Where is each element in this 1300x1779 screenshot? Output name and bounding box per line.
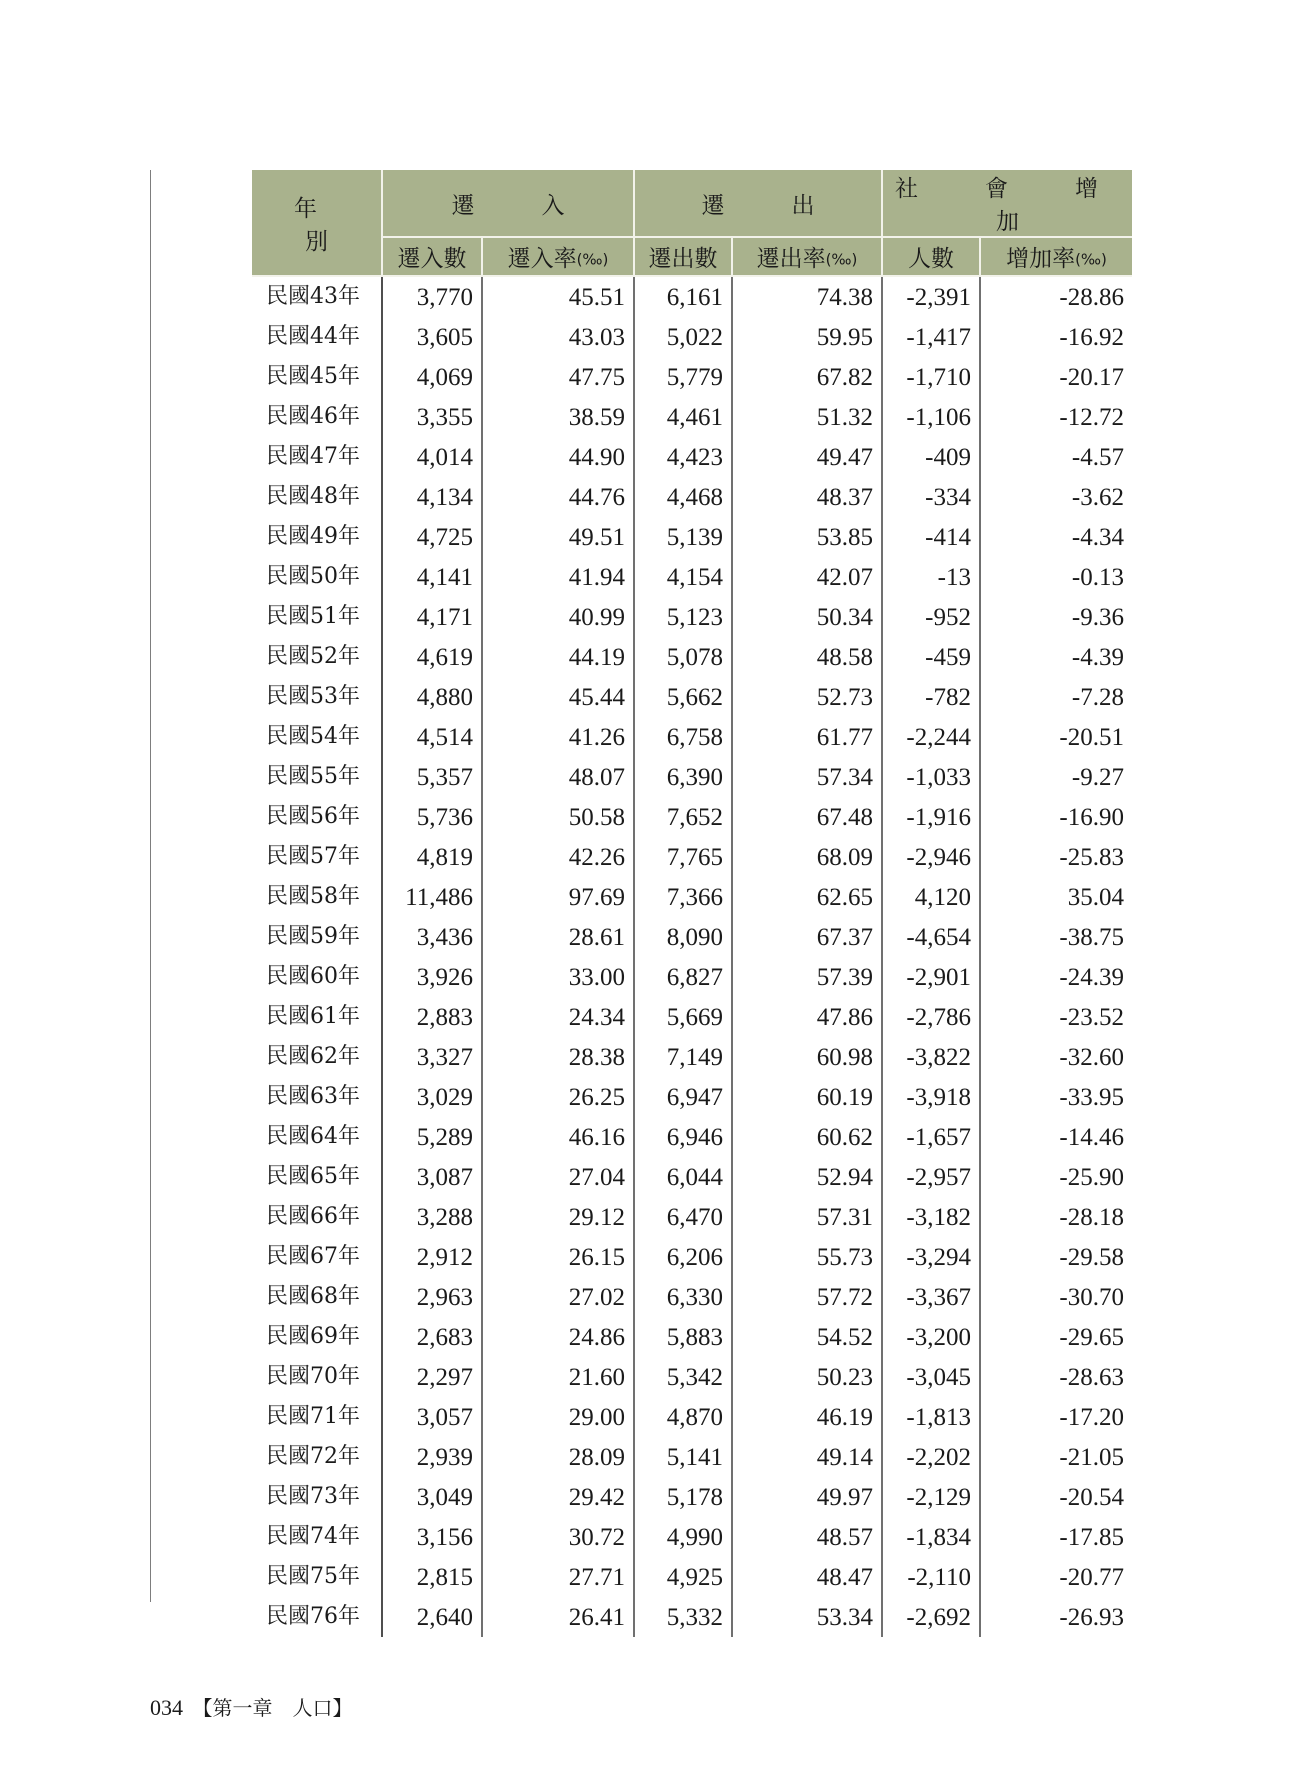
out-count-cell: 6,827 bbox=[634, 957, 732, 997]
year-cell: 民國47年 bbox=[252, 437, 382, 477]
people-cell: -414 bbox=[882, 517, 980, 557]
in-count-cell: 3,605 bbox=[382, 317, 482, 357]
increase-rate-cell: -9.36 bbox=[980, 597, 1132, 637]
people-cell: -3,367 bbox=[882, 1277, 980, 1317]
out-count-cell: 7,366 bbox=[634, 877, 732, 917]
table-row bbox=[252, 557, 1132, 597]
in-rate-cell: 30.72 bbox=[482, 1517, 634, 1557]
in-count-cell: 3,436 bbox=[382, 917, 482, 957]
in-count-cell: 4,014 bbox=[382, 437, 482, 477]
out-rate-cell: 52.94 bbox=[732, 1157, 882, 1197]
increase-rate-cell: -0.13 bbox=[980, 557, 1132, 597]
in-count-cell: 2,640 bbox=[382, 1597, 482, 1637]
people-cell: -2,957 bbox=[882, 1157, 980, 1197]
table-row bbox=[252, 1557, 1132, 1597]
in-count-cell: 4,880 bbox=[382, 677, 482, 717]
increase-rate-cell: -16.90 bbox=[980, 797, 1132, 837]
table-row bbox=[252, 357, 1132, 397]
people-cell: -13 bbox=[882, 557, 980, 597]
year-cell: 民國51年 bbox=[252, 597, 382, 637]
out-count-cell: 7,765 bbox=[634, 837, 732, 877]
people-cell: -4,654 bbox=[882, 917, 980, 957]
people-cell: -1,657 bbox=[882, 1117, 980, 1157]
table-row bbox=[252, 1597, 1132, 1637]
year-cell: 民國62年 bbox=[252, 1037, 382, 1077]
table-row bbox=[252, 677, 1132, 717]
in-rate-cell: 45.51 bbox=[482, 276, 634, 317]
people-cell: -952 bbox=[882, 597, 980, 637]
in-rate-cell: 44.19 bbox=[482, 637, 634, 677]
header-out-rate: 遷出率(‰) bbox=[732, 237, 882, 276]
in-rate-cell: 47.75 bbox=[482, 357, 634, 397]
table-row bbox=[252, 797, 1132, 837]
people-cell: -3,822 bbox=[882, 1037, 980, 1077]
out-rate-cell: 48.57 bbox=[732, 1517, 882, 1557]
people-cell: -3,200 bbox=[882, 1317, 980, 1357]
in-count-cell: 3,288 bbox=[382, 1197, 482, 1237]
increase-rate-cell: -20.51 bbox=[980, 717, 1132, 757]
out-count-cell: 4,990 bbox=[634, 1517, 732, 1557]
header-row-groups bbox=[252, 170, 1132, 237]
in-count-cell: 3,355 bbox=[382, 397, 482, 437]
table-row bbox=[252, 757, 1132, 797]
out-rate-cell: 52.73 bbox=[732, 677, 882, 717]
out-rate-cell: 68.09 bbox=[732, 837, 882, 877]
header-in-count: 遷入數 bbox=[382, 237, 482, 276]
people-cell: -1,033 bbox=[882, 757, 980, 797]
year-cell: 民國73年 bbox=[252, 1477, 382, 1517]
out-rate-cell: 42.07 bbox=[732, 557, 882, 597]
increase-rate-cell: -26.93 bbox=[980, 1597, 1132, 1637]
out-rate-cell: 53.85 bbox=[732, 517, 882, 557]
out-rate-cell: 49.97 bbox=[732, 1477, 882, 1517]
in-count-cell: 2,912 bbox=[382, 1237, 482, 1277]
table-row bbox=[252, 1317, 1132, 1357]
people-cell: -1,710 bbox=[882, 357, 980, 397]
year-cell: 民國56年 bbox=[252, 797, 382, 837]
people-cell: -1,106 bbox=[882, 397, 980, 437]
out-count-cell: 5,178 bbox=[634, 1477, 732, 1517]
year-cell: 民國45年 bbox=[252, 357, 382, 397]
in-count-cell: 3,156 bbox=[382, 1517, 482, 1557]
people-cell: -1,813 bbox=[882, 1397, 980, 1437]
out-count-cell: 6,206 bbox=[634, 1237, 732, 1277]
increase-rate-cell: -30.70 bbox=[980, 1277, 1132, 1317]
out-count-cell: 4,925 bbox=[634, 1557, 732, 1597]
year-cell: 民國75年 bbox=[252, 1557, 382, 1597]
table-row bbox=[252, 1157, 1132, 1197]
in-count-cell: 4,725 bbox=[382, 517, 482, 557]
in-rate-cell: 41.26 bbox=[482, 717, 634, 757]
in-rate-cell: 24.86 bbox=[482, 1317, 634, 1357]
in-count-cell: 4,069 bbox=[382, 357, 482, 397]
in-rate-cell: 28.38 bbox=[482, 1037, 634, 1077]
people-cell: -1,417 bbox=[882, 317, 980, 357]
year-cell: 民國60年 bbox=[252, 957, 382, 997]
year-cell: 民國44年 bbox=[252, 317, 382, 357]
header-increase-rate: 增加率(‰) bbox=[980, 237, 1132, 276]
people-cell: -3,294 bbox=[882, 1237, 980, 1277]
increase-rate-cell: -32.60 bbox=[980, 1037, 1132, 1077]
increase-rate-cell: -9.27 bbox=[980, 757, 1132, 797]
year-cell: 民國67年 bbox=[252, 1237, 382, 1277]
increase-rate-cell: -17.20 bbox=[980, 1397, 1132, 1437]
people-cell: -2,202 bbox=[882, 1437, 980, 1477]
in-count-cell: 5,357 bbox=[382, 757, 482, 797]
year-cell: 民國55年 bbox=[252, 757, 382, 797]
out-rate-cell: 48.58 bbox=[732, 637, 882, 677]
table-row bbox=[252, 1037, 1132, 1077]
out-count-cell: 5,662 bbox=[634, 677, 732, 717]
in-count-cell: 3,049 bbox=[382, 1477, 482, 1517]
in-rate-cell: 24.34 bbox=[482, 997, 634, 1037]
people-cell: -409 bbox=[882, 437, 980, 477]
in-count-cell: 5,289 bbox=[382, 1117, 482, 1157]
year-cell: 民國66年 bbox=[252, 1197, 382, 1237]
out-count-cell: 6,390 bbox=[634, 757, 732, 797]
in-rate-cell: 33.00 bbox=[482, 957, 634, 997]
people-cell: -3,918 bbox=[882, 1077, 980, 1117]
year-cell: 民國69年 bbox=[252, 1317, 382, 1357]
increase-rate-cell: -23.52 bbox=[980, 997, 1132, 1037]
out-count-cell: 4,468 bbox=[634, 477, 732, 517]
in-count-cell: 4,141 bbox=[382, 557, 482, 597]
out-count-cell: 4,461 bbox=[634, 397, 732, 437]
out-rate-cell: 67.82 bbox=[732, 357, 882, 397]
in-rate-cell: 29.00 bbox=[482, 1397, 634, 1437]
in-count-cell: 2,297 bbox=[382, 1357, 482, 1397]
in-rate-cell: 46.16 bbox=[482, 1117, 634, 1157]
in-rate-cell: 48.07 bbox=[482, 757, 634, 797]
in-rate-cell: 28.61 bbox=[482, 917, 634, 957]
people-cell: -2,901 bbox=[882, 957, 980, 997]
table-row bbox=[252, 1277, 1132, 1317]
out-rate-cell: 57.34 bbox=[732, 757, 882, 797]
year-cell: 民國76年 bbox=[252, 1597, 382, 1637]
table-row bbox=[252, 957, 1132, 997]
people-cell: -1,916 bbox=[882, 797, 980, 837]
table-row bbox=[252, 637, 1132, 677]
year-cell: 民國61年 bbox=[252, 997, 382, 1037]
table-row bbox=[252, 1117, 1132, 1157]
people-cell: -782 bbox=[882, 677, 980, 717]
year-cell: 民國50年 bbox=[252, 557, 382, 597]
in-count-cell: 4,134 bbox=[382, 477, 482, 517]
table-row bbox=[252, 517, 1132, 557]
table-row bbox=[252, 1477, 1132, 1517]
year-cell: 民國74年 bbox=[252, 1517, 382, 1557]
table-row bbox=[252, 1077, 1132, 1117]
migration-table bbox=[252, 170, 1165, 1637]
increase-rate-cell: -28.18 bbox=[980, 1197, 1132, 1237]
in-count-cell: 2,883 bbox=[382, 997, 482, 1037]
out-rate-cell: 67.37 bbox=[732, 917, 882, 957]
out-rate-cell: 49.47 bbox=[732, 437, 882, 477]
out-rate-cell: 49.14 bbox=[732, 1437, 882, 1477]
table-row bbox=[252, 1517, 1132, 1557]
table-row bbox=[252, 1357, 1132, 1397]
increase-rate-cell: 35.04 bbox=[980, 877, 1132, 917]
in-count-cell: 4,619 bbox=[382, 637, 482, 677]
out-count-cell: 7,149 bbox=[634, 1037, 732, 1077]
out-count-cell: 6,947 bbox=[634, 1077, 732, 1117]
year-cell: 民國48年 bbox=[252, 477, 382, 517]
in-rate-cell: 26.25 bbox=[482, 1077, 634, 1117]
out-rate-cell: 46.19 bbox=[732, 1397, 882, 1437]
header-out-count: 遷出數 bbox=[634, 237, 732, 276]
table-row bbox=[252, 317, 1132, 357]
out-count-cell: 5,669 bbox=[634, 997, 732, 1037]
in-count-cell: 4,819 bbox=[382, 837, 482, 877]
out-count-cell: 5,779 bbox=[634, 357, 732, 397]
table-row bbox=[252, 276, 1132, 317]
in-rate-cell: 43.03 bbox=[482, 317, 634, 357]
in-rate-cell: 44.76 bbox=[482, 477, 634, 517]
increase-rate-cell: -28.63 bbox=[980, 1357, 1132, 1397]
year-cell: 民國46年 bbox=[252, 397, 382, 437]
increase-rate-cell: -7.28 bbox=[980, 677, 1132, 717]
increase-rate-cell: -25.83 bbox=[980, 837, 1132, 877]
increase-rate-cell: -12.72 bbox=[980, 397, 1132, 437]
in-rate-cell: 50.58 bbox=[482, 797, 634, 837]
table-row bbox=[252, 877, 1132, 917]
out-rate-cell: 57.72 bbox=[732, 1277, 882, 1317]
in-rate-cell: 27.04 bbox=[482, 1157, 634, 1197]
in-count-cell: 5,736 bbox=[382, 797, 482, 837]
in-count-cell: 3,327 bbox=[382, 1037, 482, 1077]
out-rate-cell: 53.34 bbox=[732, 1597, 882, 1637]
chapter-title: 【第一章 人口】 bbox=[192, 1696, 353, 1720]
out-count-cell: 5,342 bbox=[634, 1357, 732, 1397]
increase-rate-cell: -25.90 bbox=[980, 1157, 1132, 1197]
people-cell: -3,182 bbox=[882, 1197, 980, 1237]
table-row bbox=[252, 1197, 1132, 1237]
in-rate-cell: 28.09 bbox=[482, 1437, 634, 1477]
out-count-cell: 7,652 bbox=[634, 797, 732, 837]
in-count-cell: 2,683 bbox=[382, 1317, 482, 1357]
out-count-cell: 5,332 bbox=[634, 1597, 732, 1637]
year-cell: 民國58年 bbox=[252, 877, 382, 917]
in-count-cell: 2,963 bbox=[382, 1277, 482, 1317]
table-row bbox=[252, 1397, 1132, 1437]
increase-rate-cell: -38.75 bbox=[980, 917, 1132, 957]
in-count-cell: 4,514 bbox=[382, 717, 482, 757]
increase-rate-cell: -17.85 bbox=[980, 1517, 1132, 1557]
year-cell: 民國72年 bbox=[252, 1437, 382, 1477]
people-cell: -2,391 bbox=[882, 276, 980, 317]
in-rate-cell: 42.26 bbox=[482, 837, 634, 877]
year-cell: 民國71年 bbox=[252, 1397, 382, 1437]
increase-rate-cell: -28.86 bbox=[980, 276, 1132, 317]
out-count-cell: 5,139 bbox=[634, 517, 732, 557]
out-rate-cell: 60.98 bbox=[732, 1037, 882, 1077]
out-count-cell: 8,090 bbox=[634, 917, 732, 957]
people-cell: -2,244 bbox=[882, 717, 980, 757]
out-count-cell: 4,423 bbox=[634, 437, 732, 477]
increase-rate-cell: -33.95 bbox=[980, 1077, 1132, 1117]
increase-rate-cell: -16.92 bbox=[980, 317, 1132, 357]
table-row bbox=[252, 917, 1132, 957]
out-rate-cell: 50.23 bbox=[732, 1357, 882, 1397]
in-rate-cell: 27.71 bbox=[482, 1557, 634, 1597]
table-row bbox=[252, 997, 1132, 1037]
year-cell: 民國64年 bbox=[252, 1117, 382, 1157]
in-rate-cell: 41.94 bbox=[482, 557, 634, 597]
year-cell: 民國65年 bbox=[252, 1157, 382, 1197]
increase-rate-cell: -29.58 bbox=[980, 1237, 1132, 1277]
increase-rate-cell: -3.62 bbox=[980, 477, 1132, 517]
page-footer bbox=[150, 1692, 353, 1721]
in-rate-cell: 26.15 bbox=[482, 1237, 634, 1277]
out-count-cell: 5,141 bbox=[634, 1437, 732, 1477]
table-row bbox=[252, 1437, 1132, 1477]
out-rate-cell: 74.38 bbox=[732, 276, 882, 317]
in-rate-cell: 97.69 bbox=[482, 877, 634, 917]
table-row bbox=[252, 837, 1132, 877]
increase-rate-cell: -4.34 bbox=[980, 517, 1132, 557]
people-cell: -459 bbox=[882, 637, 980, 677]
table-row bbox=[252, 477, 1132, 517]
out-count-cell: 6,946 bbox=[634, 1117, 732, 1157]
in-rate-cell: 45.44 bbox=[482, 677, 634, 717]
people-cell: -334 bbox=[882, 477, 980, 517]
in-count-cell: 2,815 bbox=[382, 1557, 482, 1597]
increase-rate-cell: -4.57 bbox=[980, 437, 1132, 477]
out-count-cell: 6,044 bbox=[634, 1157, 732, 1197]
header-row-columns bbox=[252, 237, 1132, 276]
out-rate-cell: 60.19 bbox=[732, 1077, 882, 1117]
people-cell: -3,045 bbox=[882, 1357, 980, 1397]
table-row bbox=[252, 437, 1132, 477]
in-count-cell: 3,770 bbox=[382, 276, 482, 317]
table-row bbox=[252, 1237, 1132, 1277]
year-cell: 民國52年 bbox=[252, 637, 382, 677]
out-rate-cell: 48.37 bbox=[732, 477, 882, 517]
margin-rule bbox=[150, 170, 151, 1602]
people-cell: -2,786 bbox=[882, 997, 980, 1037]
header-people: 人數 bbox=[882, 237, 980, 276]
out-count-cell: 4,870 bbox=[634, 1397, 732, 1437]
increase-rate-cell: -24.39 bbox=[980, 957, 1132, 997]
in-rate-cell: 29.42 bbox=[482, 1477, 634, 1517]
increase-rate-cell: -4.39 bbox=[980, 637, 1132, 677]
in-count-cell: 3,087 bbox=[382, 1157, 482, 1197]
out-count-cell: 5,123 bbox=[634, 597, 732, 637]
increase-rate-cell: -14.46 bbox=[980, 1117, 1132, 1157]
in-rate-cell: 26.41 bbox=[482, 1597, 634, 1637]
out-rate-cell: 47.86 bbox=[732, 997, 882, 1037]
in-rate-cell: 38.59 bbox=[482, 397, 634, 437]
increase-rate-cell: -21.05 bbox=[980, 1437, 1132, 1477]
year-cell: 民國53年 bbox=[252, 677, 382, 717]
page-number: 034 bbox=[150, 1695, 183, 1720]
in-rate-cell: 29.12 bbox=[482, 1197, 634, 1237]
increase-rate-cell: -20.77 bbox=[980, 1557, 1132, 1597]
year-cell: 民國68年 bbox=[252, 1277, 382, 1317]
year-cell: 民國49年 bbox=[252, 517, 382, 557]
in-count-cell: 3,926 bbox=[382, 957, 482, 997]
out-rate-cell: 54.52 bbox=[732, 1317, 882, 1357]
people-cell: -2,110 bbox=[882, 1557, 980, 1597]
year-cell: 民國57年 bbox=[252, 837, 382, 877]
in-count-cell: 4,171 bbox=[382, 597, 482, 637]
out-count-cell: 5,022 bbox=[634, 317, 732, 357]
increase-rate-cell: -29.65 bbox=[980, 1317, 1132, 1357]
out-count-cell: 6,161 bbox=[634, 276, 732, 317]
in-rate-cell: 27.02 bbox=[482, 1277, 634, 1317]
out-count-cell: 5,883 bbox=[634, 1317, 732, 1357]
table-body bbox=[252, 276, 1132, 1637]
out-count-cell: 4,154 bbox=[634, 557, 732, 597]
out-rate-cell: 57.39 bbox=[732, 957, 882, 997]
table-row bbox=[252, 717, 1132, 757]
year-cell: 民國54年 bbox=[252, 717, 382, 757]
people-cell: -2,946 bbox=[882, 837, 980, 877]
people-cell: -1,834 bbox=[882, 1517, 980, 1557]
table-row bbox=[252, 397, 1132, 437]
out-rate-cell: 48.47 bbox=[732, 1557, 882, 1597]
in-count-cell: 11,486 bbox=[382, 877, 482, 917]
header-migration-in: 遷 入 bbox=[382, 170, 634, 237]
out-rate-cell: 62.65 bbox=[732, 877, 882, 917]
out-count-cell: 5,078 bbox=[634, 637, 732, 677]
people-cell: -2,692 bbox=[882, 1597, 980, 1637]
increase-rate-cell: -20.17 bbox=[980, 357, 1132, 397]
in-count-cell: 2,939 bbox=[382, 1437, 482, 1477]
out-count-cell: 6,758 bbox=[634, 717, 732, 757]
in-rate-cell: 49.51 bbox=[482, 517, 634, 557]
header-in-rate: 遷入率(‰) bbox=[482, 237, 634, 276]
out-rate-cell: 57.31 bbox=[732, 1197, 882, 1237]
year-cell: 民國70年 bbox=[252, 1357, 382, 1397]
out-count-cell: 6,330 bbox=[634, 1277, 732, 1317]
year-cell: 民國43年 bbox=[252, 276, 382, 317]
out-rate-cell: 61.77 bbox=[732, 717, 882, 757]
in-count-cell: 3,029 bbox=[382, 1077, 482, 1117]
out-rate-cell: 55.73 bbox=[732, 1237, 882, 1277]
out-rate-cell: 50.34 bbox=[732, 597, 882, 637]
year-cell: 民國59年 bbox=[252, 917, 382, 957]
in-rate-cell: 21.60 bbox=[482, 1357, 634, 1397]
increase-rate-cell: -20.54 bbox=[980, 1477, 1132, 1517]
out-rate-cell: 67.48 bbox=[732, 797, 882, 837]
out-rate-cell: 59.95 bbox=[732, 317, 882, 357]
header-migration-out: 遷 出 bbox=[634, 170, 882, 237]
year-cell: 民國63年 bbox=[252, 1077, 382, 1117]
out-count-cell: 6,470 bbox=[634, 1197, 732, 1237]
in-rate-cell: 44.90 bbox=[482, 437, 634, 477]
out-rate-cell: 60.62 bbox=[732, 1117, 882, 1157]
table-row bbox=[252, 597, 1132, 637]
people-cell: -2,129 bbox=[882, 1477, 980, 1517]
out-rate-cell: 51.32 bbox=[732, 397, 882, 437]
people-cell: 4,120 bbox=[882, 877, 980, 917]
in-count-cell: 3,057 bbox=[382, 1397, 482, 1437]
header-social-increase: 社 會 增 加 bbox=[882, 170, 1132, 237]
header-year: 年 別 bbox=[252, 170, 382, 276]
in-rate-cell: 40.99 bbox=[482, 597, 634, 637]
